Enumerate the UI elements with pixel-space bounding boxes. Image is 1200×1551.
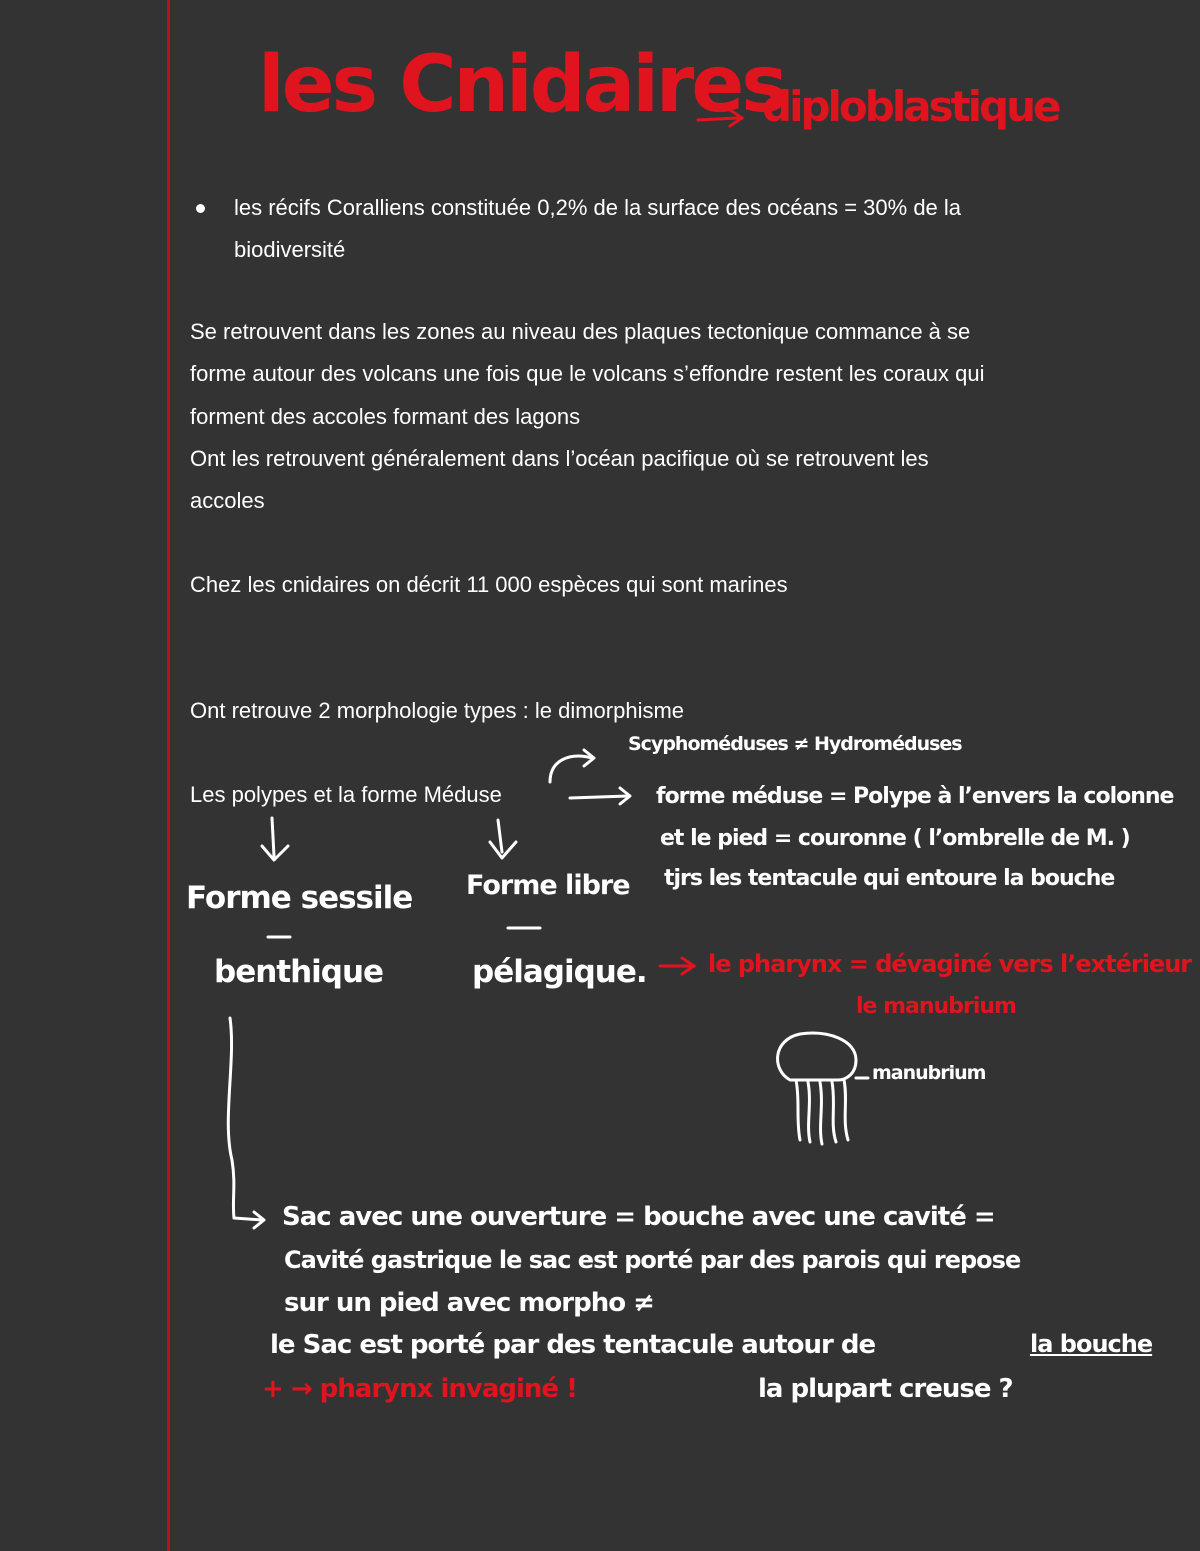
note-pharynx-line-1: le pharynx = dévaginé vers l’extérieur xyxy=(708,950,1192,978)
note-meduse-line-1: forme méduse = Polype à l’envers la colonne xyxy=(656,784,1174,809)
title-suffix: diploblastique xyxy=(762,82,1059,131)
manubrium-label: manubrium xyxy=(872,1062,986,1084)
note-meduse-line-2: et le pied = couronne ( l’ombrelle de M. ) xyxy=(660,826,1130,851)
note-sac-line-2: Cavité gastrique le sac est porté par des parois qui repose xyxy=(284,1246,1021,1274)
note-forme-sessile: Forme sessile xyxy=(186,880,413,916)
note-la-bouche: la bouche xyxy=(1030,1330,1153,1358)
arrow-down-sessile xyxy=(262,818,288,860)
paragraph-line: accoles xyxy=(190,488,265,513)
note-sac-line-3: sur un pied avec morpho ≠ xyxy=(284,1288,654,1318)
note-pharynx-invagine: + → pharynx invaginé ! xyxy=(262,1374,577,1404)
polypes-meduse-line: Les polypes et la forme Méduse xyxy=(190,782,502,807)
arrow-down-libre xyxy=(490,820,516,858)
note-meduse-line-3: tjrs les tentacule qui entoure la bouche xyxy=(664,866,1115,891)
note-sac-line-1: Sac avec une ouverture = bouche avec une cavité = xyxy=(282,1202,995,1232)
note-la-plupart-creuse: la plupart creuse ? xyxy=(758,1374,1013,1404)
paragraph-line: forment des accoles formant des lagons xyxy=(190,404,581,429)
paragraph-line: forme autour des volcans une fois que le volcans s’effondre restent les coraux qui xyxy=(190,361,985,386)
note-benthique: benthique xyxy=(214,954,384,990)
note-pharynx-line-2: le manubrium xyxy=(856,994,1016,1019)
note-sac-line-4: le Sac est porté par des tentacule autour de xyxy=(270,1330,876,1360)
arrow-meduse-right xyxy=(570,788,630,804)
bracket-line xyxy=(228,1018,264,1228)
species-count-line: Chez les cnidaires on décrit 11 000 espèces qui sont marines xyxy=(190,572,788,597)
note-scyphomeduses: Scyphoméduses ≠ Hydroméduses xyxy=(628,733,962,755)
paragraph-line: Se retrouvent dans les zones au niveau des plaques tectonique commance à se xyxy=(190,319,971,344)
arrow-curve-up xyxy=(550,750,594,782)
jellyfish-icon xyxy=(778,1033,868,1144)
paragraph-line: Ont les retrouvent généralement dans l’océan pacifique où se retrouvent les xyxy=(190,446,929,471)
dimorphisme-line: Ont retrouve 2 morphologie types : le dimorphisme xyxy=(190,698,685,723)
note-pelagique: pélagique. xyxy=(472,954,647,990)
page-title: les Cnidaires xyxy=(258,40,785,130)
bullet-line-1: les récifs Coralliens constituée 0,2% de la surface des océans = 30% de la xyxy=(234,195,962,220)
note-forme-libre: Forme libre xyxy=(466,870,630,901)
bullet-line-2: biodiversité xyxy=(234,237,346,262)
pharynx-arrow xyxy=(660,958,694,974)
title-arrow xyxy=(698,110,742,126)
